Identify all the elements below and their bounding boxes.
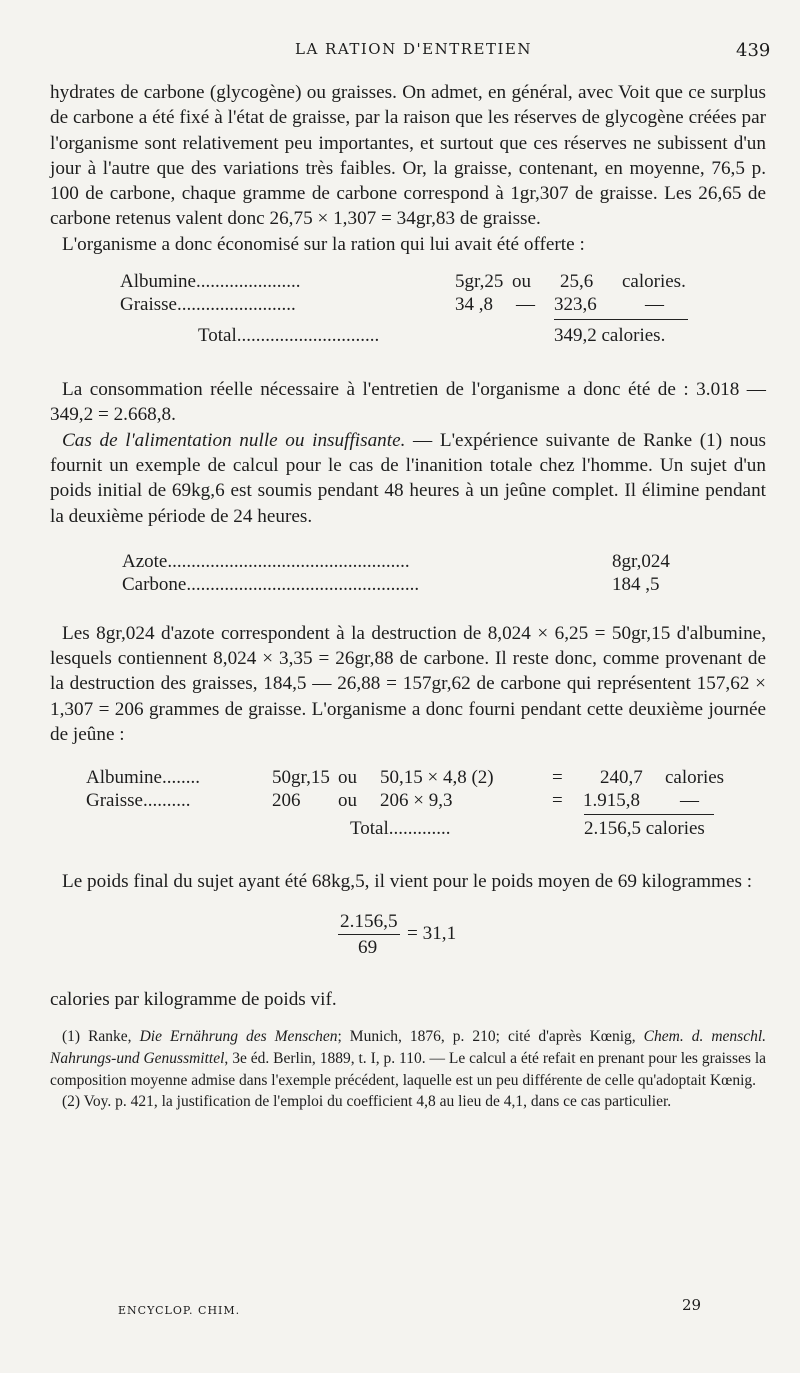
footnote-1-part: ; Munich, 1876, p. 210; cité d'après Kœnig,: [337, 1027, 644, 1045]
paragraph-5: Les 8gr,024 d'azote correspondent à la destruction de 8,024 × 6,25 = 50gr,15 d'albumine, lesquels contiennent 8,024 × 3,35 = 26gr,88 de carbone. Il reste donc, comme provenant de la destruction des graisses, 184,5 — 26,88 = 157gr,62 de carbone qui représentent 157,62 × 1,307 = 206 grammes de graisse. L'organisme a donc fourni pendant cette deuxième journée de jeûne :: [50, 622, 766, 746]
table1-row-cal: 323,6: [554, 294, 597, 316]
table3-row-ou: ou: [338, 767, 357, 789]
page-footer: [0, 1296, 800, 1326]
paragraph-6: Le poids final du sujet ayant été 68kg,5, il vient pour le poids moyen de 69 kilogrammes :: [62, 871, 753, 893]
table3-total-value: 2.156,5 calories: [584, 818, 705, 840]
fasting-table: [50, 747, 766, 857]
table1-row-sep: —: [516, 294, 535, 316]
table1-row-label: Graisse.........................: [120, 294, 296, 316]
footnote-2: (2) Voy. p. 421, la justification de l'emploi du coefficient 4,8 au lieu de 4,1, dans ce cas particulier.: [62, 1093, 672, 1111]
table2-row-label: Carbone.................................................: [122, 573, 420, 595]
table2-row-value: 8gr,024: [612, 550, 670, 572]
footnote-1: [50, 1026, 766, 1091]
table1-total-value: 349,2 calories.: [554, 325, 666, 347]
table3-total-rule: [584, 814, 714, 815]
table3-row-d: —: [680, 790, 699, 812]
paragraph-4-text: — L'expérience suivante de Ranke (1) nous fournit un exemple de calcul pour le cas de l'inanition totale chez l'homme. Un sujet d'un poids initial de 69kg,6 est soumis pendant 48 heures à un jeûne complet. Il élimine pendant la deuxième période de 24 heures.: [50, 429, 767, 527]
table3-row-c: 1.915,8: [583, 790, 640, 812]
table1-row-unit: —: [645, 294, 664, 316]
table1-row-sep: ou: [512, 271, 531, 293]
fraction-equation: [50, 911, 766, 961]
paragraph-1: hydrates de carbone (glycogène) ou graisses. On admet, en général, avec Voit que ce surplus de carbone a été fixé à l'état de graisse, par la raison que les réserves de glycogène créées par l'organisme sont relativement peu importantes, et surtout que ces réserves ne subissent d'un jour à l'autre que des variations très faibles. Or, la graisse, contenant, en moyenne, 76,5 p. 100 de carbone, chaque gramme de carbone correspond à 1gr,307 de graisse. Les 26,65 de carbone retenus valent donc 26,75 × 1,307 = 34gr,83 de graisse.: [50, 82, 766, 230]
page-header: [0, 40, 800, 70]
table3-row-d: calories: [665, 767, 725, 789]
paragraph-2: L'organisme a donc économisé sur la ration qui lui avait été offerte :: [62, 233, 585, 255]
signature-mark: ENCYCLOP. CHIM.: [118, 1304, 241, 1317]
table3-row-eq: =: [552, 790, 563, 812]
paragraph-7: calories par kilogramme de poids vif.: [50, 988, 337, 1010]
table1-total-label: Total..............................: [198, 325, 380, 347]
table3-row-ou: ou: [338, 790, 357, 812]
table1-row-cal: 25,6: [560, 271, 594, 293]
table1-row-label: Albumine......................: [120, 271, 301, 293]
page-body: [50, 80, 766, 1113]
paragraph-4: [50, 428, 766, 529]
footnote-1-title: Chem. d. menschl. Nahrungs-und Genussmittel: [50, 1027, 767, 1067]
table3-row-b: 206 × 9,3: [380, 790, 453, 812]
table3-row-b: 50,15 × 4,8 (2): [380, 767, 494, 789]
elimination-table: [50, 529, 766, 611]
table1-total-rule: [554, 319, 688, 320]
page-number: 439: [736, 40, 771, 61]
table3-row-a: 50gr,15: [272, 767, 330, 789]
table1-row-amount: 5gr,25: [455, 271, 504, 293]
fraction-denominator: 69: [358, 936, 378, 958]
table3-row-a: 206: [272, 790, 301, 812]
table3-row-eq: =: [552, 767, 563, 789]
table3-row-c: 240,7: [600, 767, 643, 789]
table3-row-label: Graisse..........: [86, 790, 191, 812]
table1-row-amount: 34 ,8: [455, 294, 493, 316]
section-heading: Cas de l'alimentation nulle ou insuffisante.: [62, 429, 406, 451]
table2-row-label: Azote...................................................: [122, 550, 410, 572]
footnote-1-part: , 3e éd. Berlin, 1889, t. I, p. 110. — Le calcul a été refait en prenant pour les graisses la composition moyenne admise dans l'exemple précédent, laquelle est un peu différente de celle qu'adoptait Kœnig.: [50, 1049, 767, 1089]
fraction-numerator: 2.156,5: [340, 910, 398, 932]
footnote-1-title: Die Ernährung des Menschen: [139, 1027, 338, 1045]
table3-row-label: Albumine........: [86, 767, 200, 789]
running-title: LA RATION D'ENTRETIEN: [295, 40, 532, 58]
fraction-result: = 31,1: [407, 922, 457, 944]
ration-table: [50, 257, 766, 367]
table3-total-label: Total.............: [350, 818, 451, 840]
folio-number: 29: [682, 1296, 702, 1314]
paragraph-3: La consommation réelle nécessaire à l'entretien de l'organisme a donc été de : 3.018 — 349,2 = 2.668,8.: [50, 379, 766, 426]
table1-row-unit: calories.: [622, 271, 686, 293]
table2-row-value: 184 ,5: [612, 573, 660, 595]
footnotes: [50, 1026, 766, 1113]
fraction-bar: [338, 934, 400, 935]
footnote-1-part: (1) Ranke,: [62, 1027, 140, 1045]
